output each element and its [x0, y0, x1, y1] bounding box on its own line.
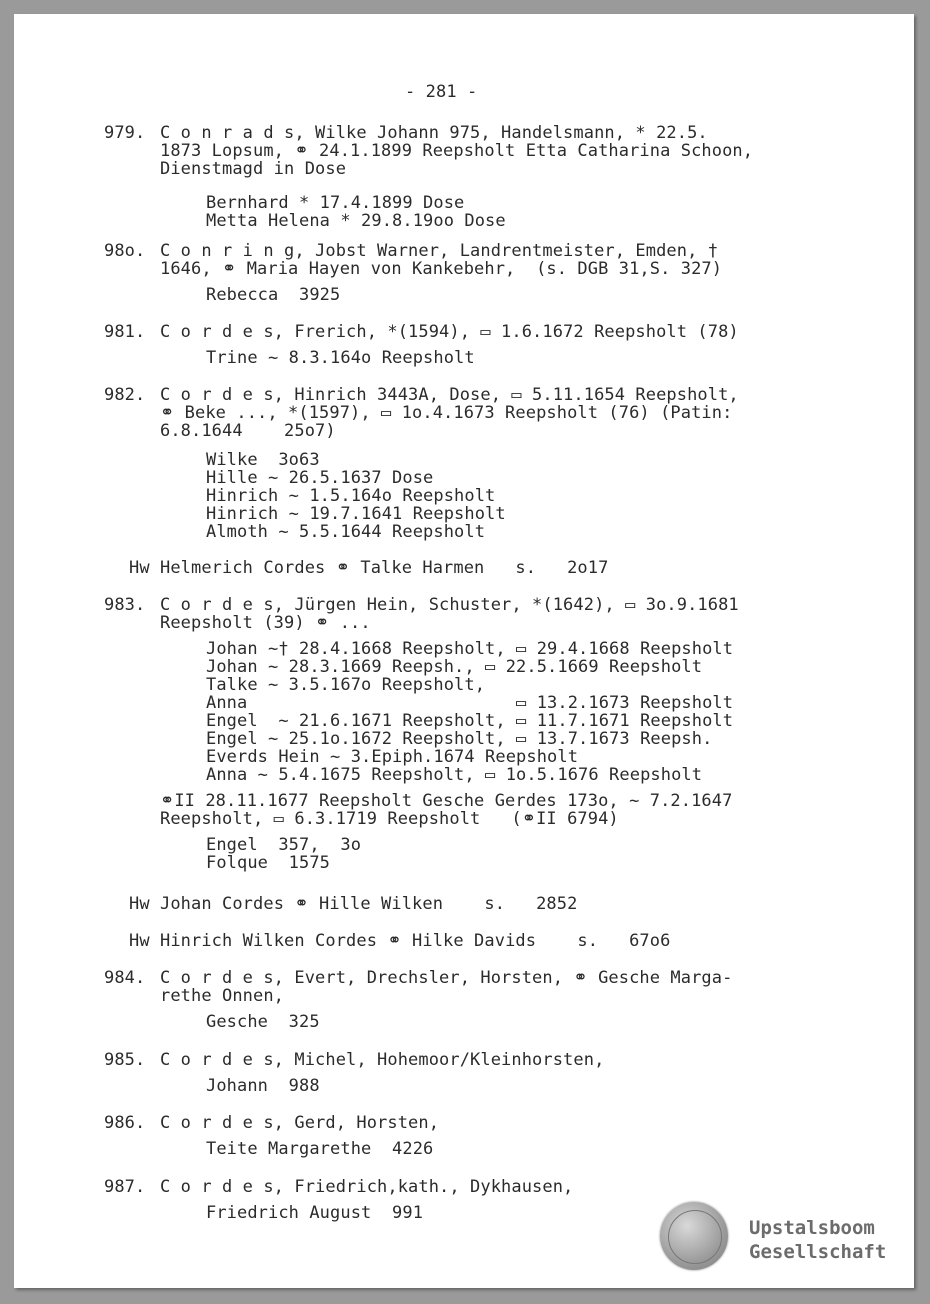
child-line: Engel 357, 3o — [206, 835, 362, 855]
child-line: Engel ~ 21.6.1671 Reepsholt, ▭ 11.7.1671 Reepsholt — [206, 711, 734, 731]
entry-number: 984. — [104, 968, 146, 988]
child-line: Almoth ~ 5.5.1644 Reepsholt — [206, 522, 486, 542]
entry-line: rethe Onnen, — [160, 986, 285, 1006]
entry-line: C o n r a d s, Wilke Johann 975, Handelsmann, * 22.5. — [160, 123, 708, 143]
entry-number: 982. — [104, 385, 146, 405]
child-line: Wilke 3o63 — [206, 450, 320, 470]
child-line: Hinrich ~ 19.7.1641 Reepsholt — [206, 504, 506, 524]
second-marriage-line: ⚭II 28.11.1677 Reepsholt Gesche Gerdes 173o, ~ 7.2.1647 — [160, 791, 733, 811]
entry-line: Reepsholt (39) ⚭ ... — [160, 613, 371, 633]
entry-number: 986. — [104, 1113, 146, 1133]
child-line: Johann 988 — [206, 1076, 320, 1096]
entry-line: 1873 Lopsum, ⚭ 24.1.1899 Reepsholt Etta Catharina Schoon, — [160, 141, 754, 161]
child-line: Teite Margarethe 4226 — [206, 1139, 434, 1159]
child-line: Anna ▭ 13.2.1673 Reepsholt — [206, 693, 734, 713]
child-line: Johan ~ 28.3.1669 Reepsh., ▭ 22.5.1669 Reepsholt — [206, 657, 703, 677]
hw-line: Hw Johan Cordes ⚭ Hille Wilken s. 2852 — [129, 894, 578, 914]
entry-number: 979. — [104, 123, 146, 143]
society-seal-icon — [660, 1202, 728, 1270]
child-line: Everds Hein ~ 3.Epiph.1674 Reepsholt — [206, 747, 579, 767]
entry-number: 98o. — [104, 241, 146, 261]
entry-line: Dienstmagd in Dose — [160, 159, 347, 179]
entry-line: C o r d e s, Michel, Hohemoor/Kleinhorsten, — [160, 1050, 605, 1070]
child-line: Rebecca 3925 — [206, 285, 341, 305]
child-line: Anna ~ 5.4.1675 Reepsholt, ▭ 1o.5.1676 Reepsholt — [206, 765, 703, 785]
child-line: Engel ~ 25.1o.1672 Reepsholt, ▭ 13.7.1673 Reepsh. — [206, 729, 713, 749]
child-line: Talke ~ 3.5.167o Reepsholt, — [206, 675, 486, 695]
child-line: Hille ~ 26.5.1637 Dose — [206, 468, 434, 488]
entry-line: C o r d e s, Jürgen Hein, Schuster, *(1642), ▭ 3o.9.1681 — [160, 595, 739, 615]
entry-line: C o r d e s, Hinrich 3443A, Dose, ▭ 5.11.1654 Reepsholt, — [160, 385, 739, 405]
child-line: Metta Helena * 29.8.19oo Dose — [206, 211, 506, 231]
child-line: Folque 1575 — [206, 853, 331, 873]
logo-line-2: Gesellschaft — [749, 1241, 887, 1263]
document-page — [14, 14, 914, 1288]
entry-number: 981. — [104, 322, 146, 342]
entry-line: C o r d e s, Friedrich,kath., Dykhausen, — [160, 1177, 574, 1197]
child-line: Trine ~ 8.3.164o Reepsholt — [206, 348, 475, 368]
entry-number: 983. — [104, 595, 146, 615]
child-line: Hinrich ~ 1.5.164o Reepsholt — [206, 486, 496, 506]
entry-line: C o r d e s, Evert, Drechsler, Horsten, ⚭ Gesche Marga- — [160, 968, 733, 988]
entry-line: 1646, ⚭ Maria Hayen von Kankebehr, (s. DGB 31,S. 327) — [160, 259, 723, 279]
page-number: - 281 - — [405, 82, 478, 102]
entry-line: C o r d e s, Frerich, *(1594), ▭ 1.6.1672 Reepsholt (78) — [160, 322, 739, 342]
second-marriage-line: Reepsholt, ▭ 6.3.1719 Reepsholt (⚭II 6794) — [160, 809, 619, 829]
child-line: Friedrich August 991 — [206, 1203, 424, 1223]
entry-line: 6.8.1644 25o7) — [160, 421, 336, 441]
hw-line: Hw Hinrich Wilken Cordes ⚭ Hilke Davids s. 67o6 — [129, 931, 671, 951]
entry-line: C o r d e s, Gerd, Horsten, — [160, 1113, 440, 1133]
child-line: Johan ~† 28.4.1668 Reepsholt, ▭ 29.4.1668 Reepsholt — [206, 639, 734, 659]
child-line: Gesche 325 — [206, 1012, 320, 1032]
entry-number: 987. — [104, 1177, 146, 1197]
society-logo — [749, 1216, 886, 1264]
hw-line: Hw Helmerich Cordes ⚭ Talke Harmen s. 2o17 — [129, 558, 609, 578]
logo-line-1: Upstalsboom — [749, 1217, 875, 1239]
entry-line: C o n r i n g, Jobst Warner, Landrentmeister, Emden, † — [160, 241, 719, 261]
entry-number: 985. — [104, 1050, 146, 1070]
child-line: Bernhard * 17.4.1899 Dose — [206, 193, 465, 213]
entry-line: ⚭ Beke ..., *(1597), ▭ 1o.4.1673 Reepsholt (76) (Patin: — [160, 403, 733, 423]
